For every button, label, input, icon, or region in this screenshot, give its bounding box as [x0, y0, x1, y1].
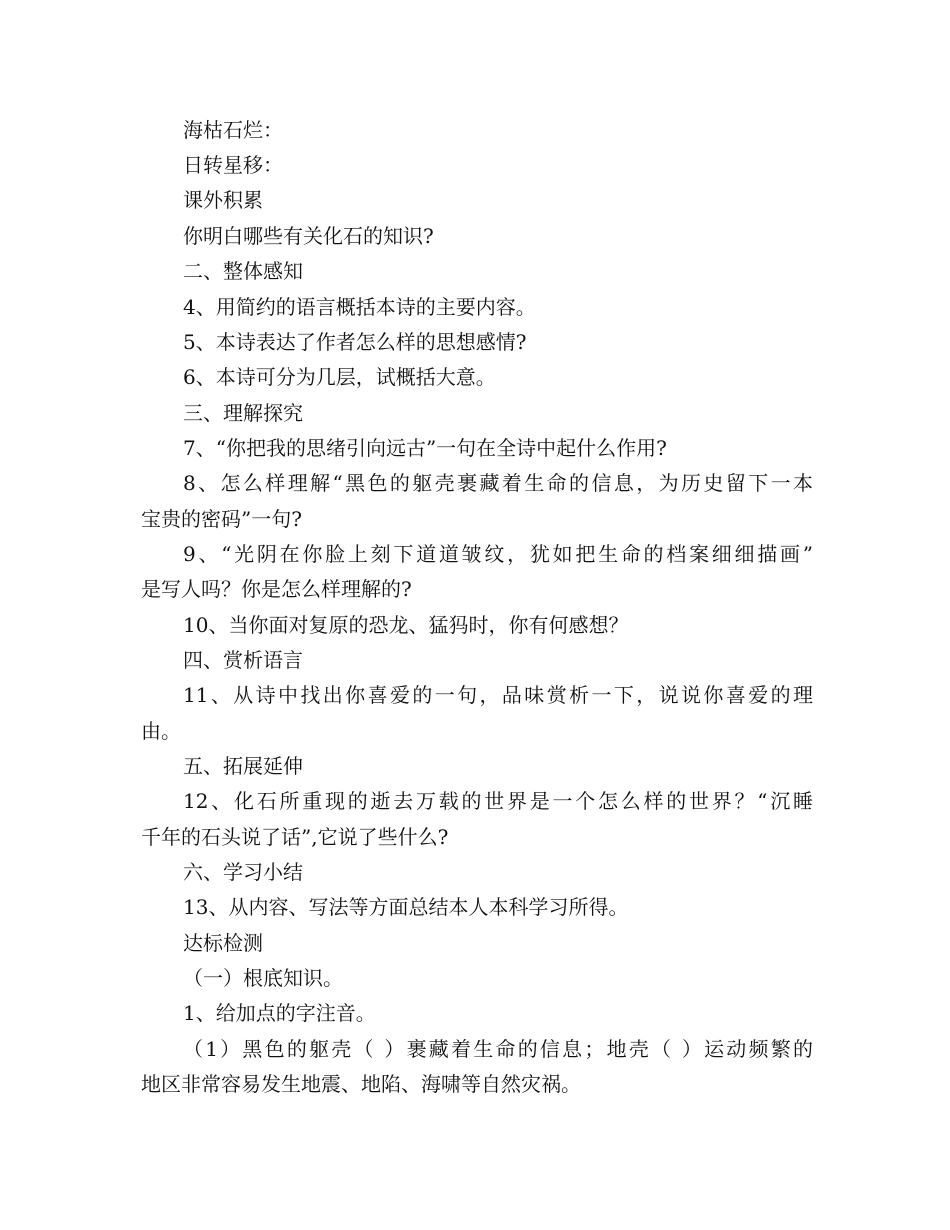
question-text: 8、怎么样理解“黑色的躯壳裹藏着生命的信息，为历史留下一本: [183, 471, 813, 495]
question-text: 11、从诗中找出你喜爱的一句，品味赏析一下，说说你喜爱的理: [183, 683, 813, 707]
question-text-continued: 由。: [141, 719, 181, 743]
question-text: 12、化石所重现的逝去万载的世界是一个怎么样的世界？“沉睡: [183, 789, 813, 813]
section-heading: 三、理解探究: [183, 401, 303, 425]
question-text-continued: 千年的石头说了话”,它说了些什么?: [141, 825, 449, 849]
question-text-continued: 宝贵的密码”一句?: [141, 507, 302, 531]
section-heading: 达标检测: [183, 931, 263, 955]
question-text: （1）黑色的躯壳（ ）裹藏着生命的信息；地壳（ ）运动频繁的: [183, 1037, 813, 1061]
text-line: 你明白哪些有关化石的知识?: [183, 224, 434, 248]
question-text: 5、本诗表达了作者怎么样的思想感情?: [183, 330, 527, 354]
question-text: 7、“你把我的思绪引向远古”一句在全诗中起什么作用?: [183, 436, 667, 460]
question-text: 9、“光阴在你脸上刻下道道皱纹，犹如把生命的档案细细描画”: [183, 542, 813, 566]
question-text: 13、从内容、写法等方面总结本人本科学习所得。: [183, 895, 629, 919]
question-text-continued: 地区非常容易发生地震、地陷、海啸等自然灾祸。: [141, 1072, 581, 1096]
question-text: 6、本诗可分为几层，试概括大意。: [183, 365, 496, 389]
text-line: 课外积累: [183, 188, 263, 212]
question-text-continued: 是写人吗？你是怎么样理解的?: [141, 577, 412, 601]
text-line: 海枯石烂：: [183, 118, 283, 142]
text-line: 日转星移：: [183, 153, 283, 177]
question-text: 10、当你面对复原的恐龙、猛犸时，你有何感想？: [183, 613, 629, 637]
question-text: 1、给加点的字注音。: [183, 1001, 376, 1025]
section-heading: 四、赏析语言: [183, 648, 303, 672]
section-heading: 五、拓展延伸: [183, 754, 303, 778]
question-text: 4、用简约的语言概括本诗的主要内容。: [183, 295, 536, 319]
subsection-heading: （一）根底知识。: [183, 966, 343, 990]
section-heading: 六、学习小结: [183, 860, 303, 884]
section-heading: 二、整体感知: [183, 259, 303, 283]
